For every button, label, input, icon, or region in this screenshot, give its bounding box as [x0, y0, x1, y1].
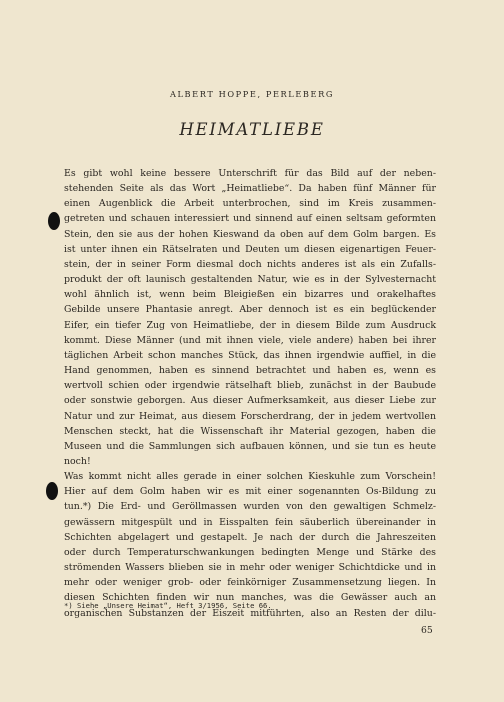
text-line: Menschen steckt, hat die Wissenschaft ihr Material gezogen, haben die	[64, 425, 436, 437]
footnote: *) Siehe „Unsere Heimat“, Heft 3/1956, Seite 66.	[64, 601, 272, 610]
text-line: wertvoll schien oder irgendwie rätselhaft blieb, zunächst in der Baubude	[64, 380, 436, 392]
text-line: Eifer, ein tiefer Zug von Heimatliebe, der in diesem Bilde zum Ausdruck	[64, 319, 436, 331]
text-line: stein, der in seiner Form diesmal doch nichts anderes ist als ein Zufalls-	[64, 258, 436, 270]
text-line: wohl ähnlich ist, wenn beim Bleigießen ein bizarres und orakelhaftes	[64, 289, 436, 301]
text-line: oder durch Temperaturschwankungen bedingten Menge und Stärke des	[64, 546, 436, 558]
text-line: organischen Substanzen der Eiszeit mitführten, also an Resten der dilu-	[64, 607, 436, 619]
text-line: ist unter ihnen ein Rätselraten und Deuten um diesen eigenartigen Feuer-	[64, 243, 436, 255]
text-line: Stein, den sie aus der hohen Kieswand da oben auf dem Golm bargen. Es	[64, 228, 436, 240]
text-line: Es gibt wohl keine bessere Unterschrift für das Bild auf der neben-	[64, 168, 436, 179]
text-line: Hier auf dem Golm haben wir es mit einer sogenannten Os-Bildung zu	[64, 486, 436, 498]
text-line: Natur und zur Heimat, aus diesem Forscherdrang, der in jedem wertvollen	[64, 410, 436, 422]
text-line: strömenden Wassers blieben sie in mehr oder weniger Schichtdicke und in	[64, 562, 436, 574]
text-line: Hand genommen, haben es sinnend betrachtet und haben es, wenn es	[64, 365, 436, 377]
text-line: Was kommt nicht alles gerade in einer solchen Kieskuhle zum Vorschein!	[64, 471, 436, 483]
text-line: oder sonstwie geborgen. Aus dieser Aufmerksamkeit, aus dieser Liebe zur	[64, 395, 436, 407]
text-line: mehr oder weniger grob- oder feinkörniger Zusammensetzung liegen. In	[64, 577, 436, 589]
text-line: stehenden Seite als das Wort „Heimatliebe“. Da haben fünf Männer für	[64, 183, 436, 195]
text-line: Gebilde unsere Phantasie anregt. Aber dennoch ist es ein beglückender	[64, 304, 436, 316]
text-line: Museen und die Sammlungen sich aufbauen können, und sie tun es heute	[64, 440, 436, 452]
body-text	[64, 166, 436, 621]
text-line: tun.*) Die Erd- und Geröllmassen wurden von den gewaltigen Schmelz-	[64, 501, 436, 513]
text-line: produkt der oft launisch gestaltenden Natur, wie es in der Sylvesternacht	[64, 274, 436, 286]
author-line: ALBERT HOPPE, PERLEBERG	[169, 89, 335, 99]
text-line: einen Augenblick die Arbeit unterbrochen, sind im Kreis zusammen-	[64, 198, 436, 210]
punch-hole-icon	[48, 212, 60, 230]
punch-hole-icon	[46, 482, 58, 500]
text-line: gewässern mitgespült und in Eisspalten fein säuberlich übereinander in	[64, 516, 436, 528]
text-line: täglichen Arbeit schon manches Stück, das ihnen irgendwie auffiel, in die	[64, 349, 436, 361]
text-line: getreten und schauen interessiert und sinnend auf einen seltsam geformten	[64, 213, 436, 225]
text-line: diesen Schichten finden wir nun manches, was die Gewässer auch an	[64, 592, 436, 604]
text-line: kommt. Diese Männer (und mit ihnen viele, viele andere) haben bei ihrer	[64, 334, 436, 346]
page-number: 65	[421, 625, 433, 636]
text-line: Schichten abgelagert und gestapelt. Je nach der durch die Jahreszeiten	[64, 531, 436, 543]
text-line: noch!	[64, 455, 91, 467]
article-title: HEIMATLIEBE	[179, 120, 325, 139]
